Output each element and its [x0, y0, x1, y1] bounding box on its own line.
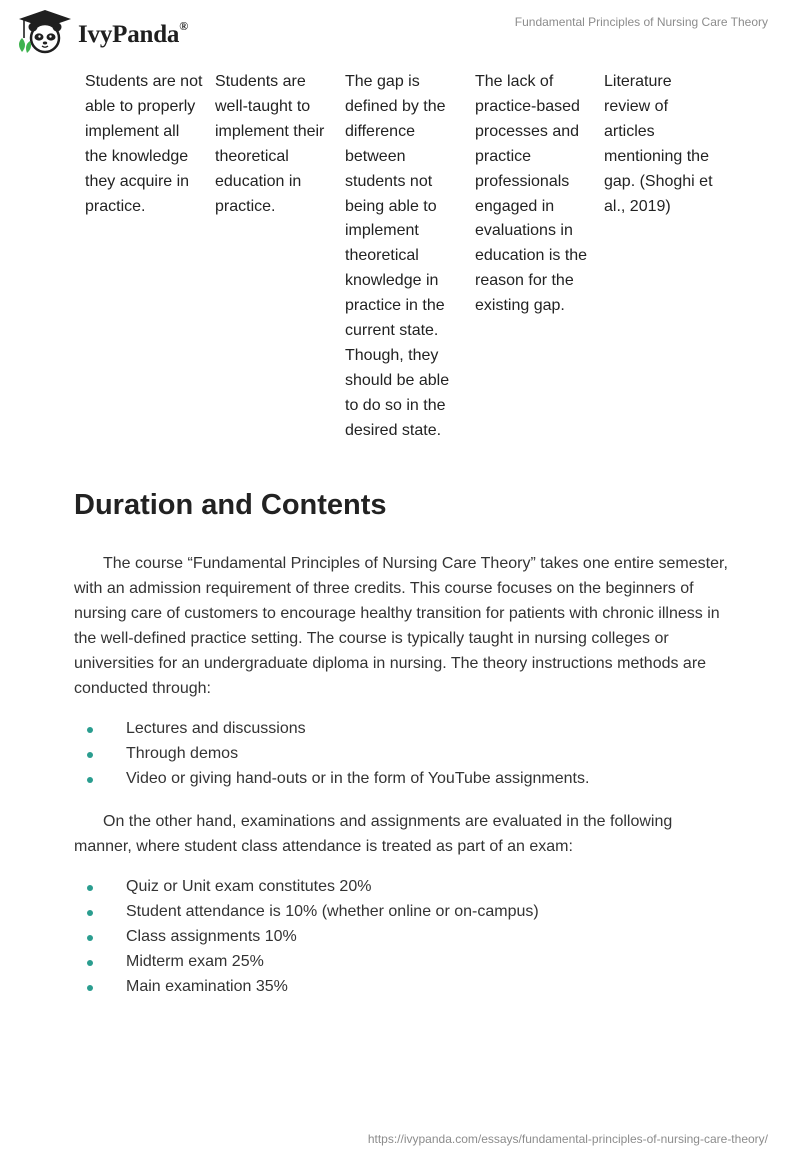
list-item: Main examination 35%: [74, 975, 539, 1000]
bullet-icon: [87, 935, 93, 941]
table-cell-gap-definition: The gap is defined by the difference between students not being able to implement theoretical knowledge in practice in the current state. Though, they should be able to do so in the desired state.: [345, 73, 450, 439]
bullet-icon: [87, 752, 93, 758]
document-title: Fundamental Principles of Nursing Care Theory: [514, 15, 768, 29]
ivypanda-logo[interactable]: [16, 8, 216, 58]
bullet-icon: [87, 960, 93, 966]
list-item: Lectures and discussions: [74, 717, 589, 742]
table-cell-gap-reason: The lack of practice-based processes and practice professionals engaged in evaluations in education is the reason for the existing gap.: [475, 73, 588, 315]
list-item: Midterm exam 25%: [74, 950, 539, 975]
table-cell-evidence: Literature review of articles mentioning the gap. (Shoghi et al., 2019): [604, 73, 713, 215]
table-cell-desired-state: Students are well-taught to implement their theoretical education in practice.: [215, 73, 325, 215]
list-item: Through demos: [74, 742, 589, 767]
bullet-icon: [87, 910, 93, 916]
list-item: Student attendance is 10% (whether online or on-campus): [74, 900, 539, 925]
list-item: Class assignments 10%: [74, 925, 539, 950]
bullet-icon: [87, 985, 93, 991]
source-url-link[interactable]: https://ivypanda.com/essays/fundamental-principles-of-nursing-care-theory/: [367, 1132, 768, 1146]
bullet-icon: [87, 885, 93, 891]
panda-logo-icon: [16, 8, 74, 54]
list-item: Video or giving hand-outs or in the form of YouTube assignments.: [74, 767, 589, 792]
instruction-methods-list: [74, 717, 589, 792]
list-item: Quiz or Unit exam constitutes 20%: [74, 875, 539, 900]
page-header: [0, 0, 800, 64]
bullet-icon: [87, 777, 93, 783]
paragraph-course-description: The course “Fundamental Principles of Nursing Care Theory” takes one entire semester, with an admission requirement of three credits. This course focuses on the beginners of nursing care of customers to encourage healthy transition for patients with chronic illness in the well-defined practice setting. The course is typically taught in nursing colleges or universities for an undergraduate diploma in nursing. The theory instructions methods are conducted through:: [74, 555, 728, 697]
table-cell-current-state: Students are not able to properly implement all the knowledge they acquire in practice.: [85, 73, 203, 215]
evaluation-list: [74, 875, 539, 1000]
paragraph-evaluation: On the other hand, examinations and assignments are evaluated in the following manner, where student class attendance is treated as part of an exam:: [74, 813, 673, 855]
logo-wordmark: IvyPanda®: [78, 18, 188, 48]
bullet-icon: [87, 727, 93, 733]
section-heading: Duration and Contents: [74, 489, 387, 521]
